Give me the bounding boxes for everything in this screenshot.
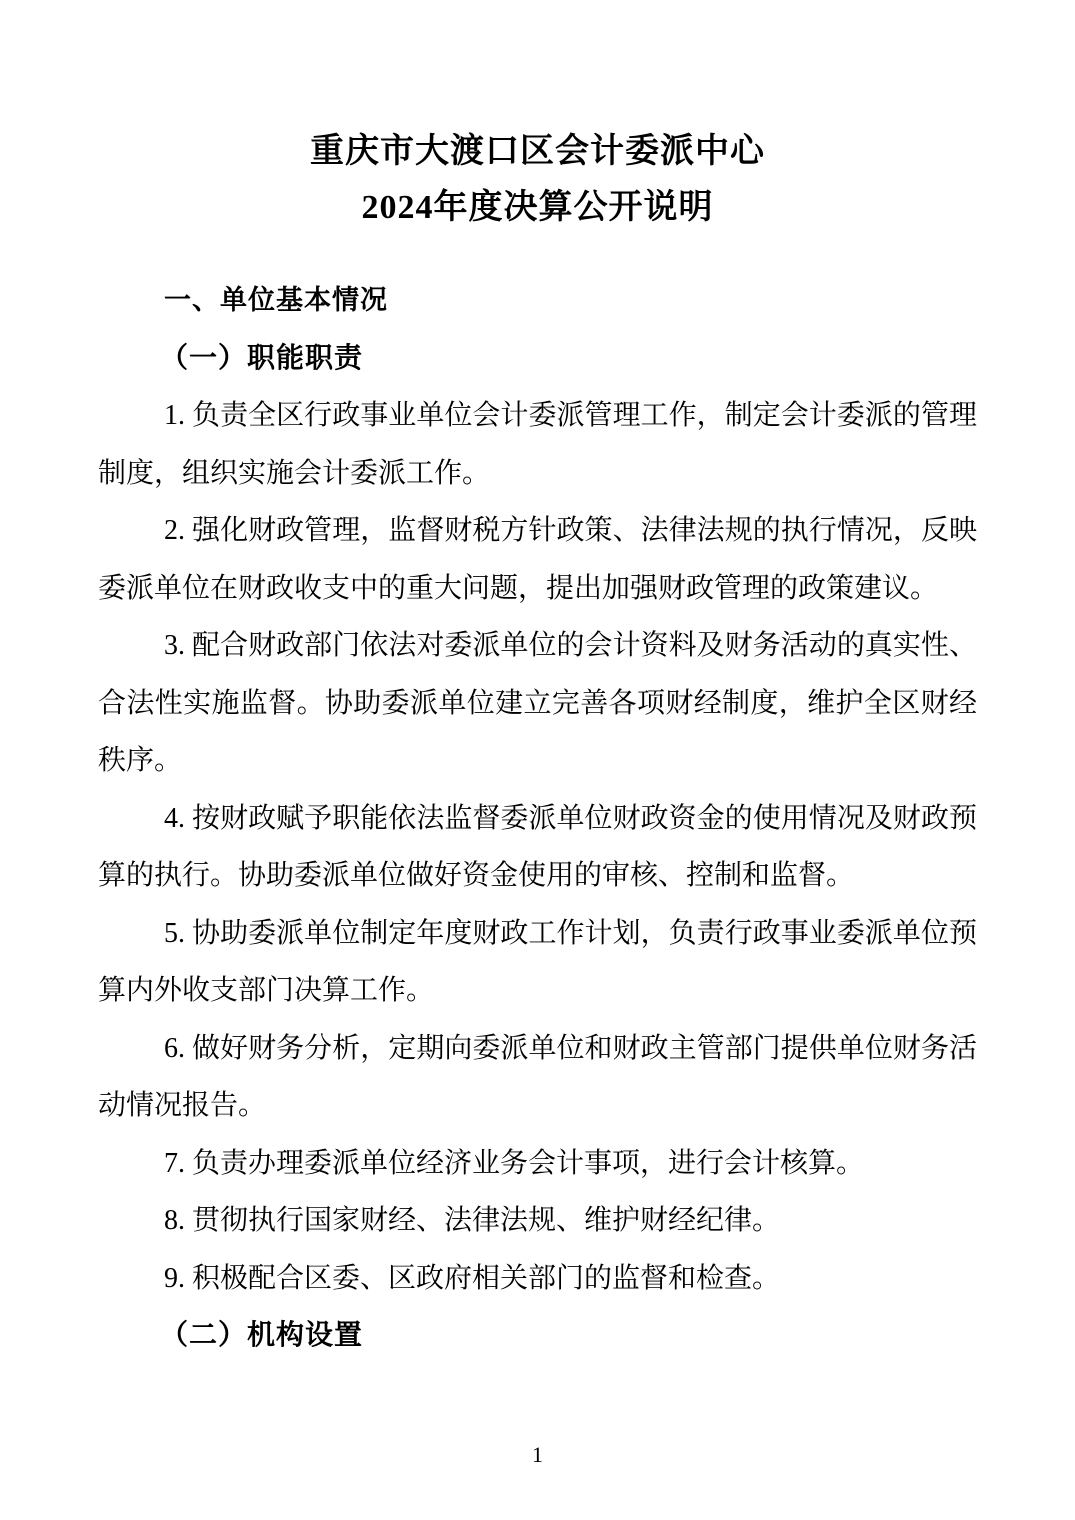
document-title — [0, 0, 1075, 236]
heading-org-setup: （二）机构设置 — [160, 1320, 364, 1351]
duty-item-9: 9. 积极配合区委、区政府相关部门的监督和检查。 — [164, 1262, 781, 1294]
duty-item-7: 7. 负责办理委派单位经济业务会计事项，进行会计核算。 — [164, 1147, 865, 1179]
heading-unit-basic-info: 一、单位基本情况 — [164, 285, 388, 315]
heading-functions-duties: （一）职能职责 — [160, 342, 364, 374]
duty-item-8: 8. 贯彻执行国家财经、法律法规、维护财经纪律。 — [164, 1205, 781, 1236]
duty-item-1: 1. 负责全区行政事业单位会计委派管理工作，制定会计委派的管理制度，组织实施会计委派工作。 — [98, 400, 977, 489]
document-title-line-1: 重庆市大渡口区会计委派中心 — [310, 133, 765, 170]
duty-item-6: 6. 做好财务分析，定期向委派单位和财政主管部门提供单位财务活动情况报告。 — [98, 1032, 977, 1121]
duty-item-4: 4. 按财政赋予职能依法监督委派单位财政资金的使用情况及财政预算的执行。协助委派单位做好资金使用的审核、控制和监督。 — [98, 802, 977, 891]
duty-item-5: 5. 协助委派单位制定年度财政工作计划，负责行政事业委派单位预算内外收支部门决算工作。 — [98, 917, 977, 1006]
duty-item-2: 2. 强化财政管理，监督财税方针政策、法律法规的执行情况，反映委派单位在财政收支中的重大问题，提出加强财政管理的政策建议。 — [98, 515, 977, 604]
document-title-line-2: 2024年度决算公开说明 — [361, 189, 714, 226]
document-body — [98, 272, 977, 1365]
duty-item-3: 3. 配合财政部门依法对委派单位的会计资料及财务活动的真实性、合法性实施监督。协助委派单位建立完善各项财经制度，维护全区财经秩序。 — [98, 630, 977, 776]
page-number: 1 — [532, 1442, 543, 1467]
